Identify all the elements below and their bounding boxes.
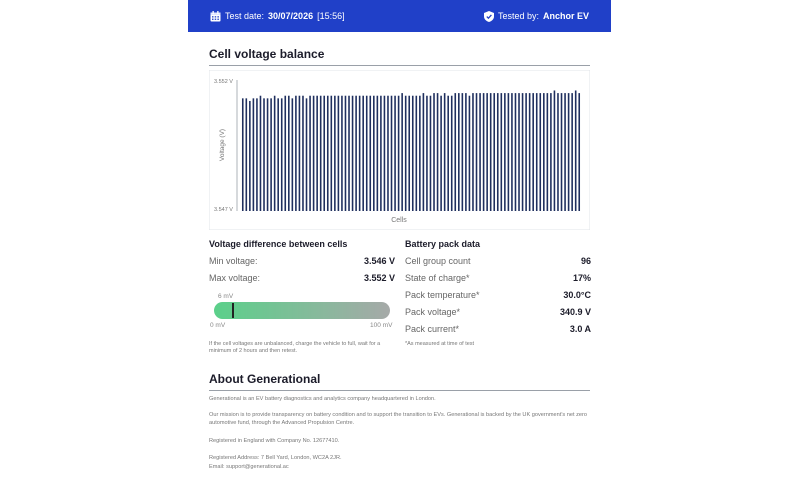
cell-voltage-bar [274, 96, 276, 211]
pack-data-title: Battery pack data [405, 239, 481, 249]
cell-voltage-bar [373, 96, 375, 211]
cell-voltage-bar [277, 98, 279, 211]
cell-voltage-bar [253, 98, 255, 211]
cell-voltage-bar [578, 93, 580, 211]
gauge-value-label: 6 mV [218, 293, 234, 300]
cell-voltage-chart [209, 70, 590, 230]
support-email: Email: support@generational.ac [209, 464, 289, 470]
cell-voltage-bar [504, 93, 506, 211]
registered-address: Registered Address: 7 Bell Yard, London, WC2A 2JR. [209, 455, 342, 461]
cell-voltage-bar [299, 96, 301, 211]
max-voltage-label: Max voltage: [209, 273, 261, 283]
cell-voltage-bar [465, 93, 467, 211]
company-registration: Registered in England with Company No. 12677410. [209, 438, 340, 444]
cell-voltage-bar [536, 93, 538, 211]
y-tick-label-top: 3.552 V [214, 79, 233, 85]
cell-voltage-bar [394, 96, 396, 211]
cell-voltage-bar [355, 96, 357, 211]
cell-voltage-bar [476, 93, 478, 211]
cell-voltage-bar [366, 96, 368, 211]
test-date-group [210, 11, 345, 22]
test-time: [15:56] [317, 11, 345, 21]
cell-voltage-bar [564, 93, 566, 211]
cell-voltage-bar [331, 96, 333, 211]
cell-voltage-bar [295, 96, 297, 211]
cell-voltage-bar [288, 96, 290, 211]
cell-voltage-bar [575, 90, 577, 211]
shield-check-icon [484, 11, 494, 22]
cell-voltage-bar [263, 98, 265, 211]
cell-voltage-bar [522, 93, 524, 211]
measurement-note: *As measured at time of test [405, 341, 475, 347]
cell-voltage-bar [398, 96, 400, 211]
about-paragraph-mission: Our mission is to provide transparency on battery condition and to support the transition to EVs. Generational is backed by the UK government’s net zero automotive fund, through the Advanced Propulsion Centre. [209, 412, 587, 426]
cell-voltage-bar [327, 96, 329, 211]
about-title: About Generational [209, 372, 321, 386]
cell-voltage-bar [529, 93, 531, 211]
gauge-min-label: 0 mV [210, 322, 226, 329]
cell-voltage-bar [568, 93, 570, 211]
cell-voltage-bar [501, 93, 503, 211]
pack-row [405, 290, 591, 300]
pack-row [405, 256, 591, 266]
min-voltage-row [209, 256, 395, 266]
cell-voltage-bar [508, 93, 510, 211]
cell-voltage-bar [256, 98, 258, 211]
y-tick-label-bottom: 3.547 V [214, 207, 233, 213]
cell-voltage-bar [338, 96, 340, 211]
x-axis-label: Cells [391, 217, 407, 224]
cell-voltage-bar [281, 98, 283, 211]
cell-voltage-bar [352, 96, 354, 211]
cell-voltage-bar [440, 96, 442, 211]
cell-voltage-bar [309, 96, 311, 211]
min-voltage-value: 3.546 V [363, 256, 395, 266]
gauge-max-label: 100 mV [370, 322, 393, 329]
cell-voltage-bar [320, 96, 322, 211]
cell-voltage-bar [447, 96, 449, 211]
cell-voltage-bar [437, 93, 439, 211]
cell-voltage-bar [426, 96, 428, 211]
cell-voltage-bar [490, 93, 492, 211]
max-voltage-value: 3.552 V [363, 273, 395, 283]
cell-voltage-bar [423, 93, 425, 211]
cell-voltage-bar [334, 96, 336, 211]
voltage-diff-gauge [214, 302, 390, 319]
cell-voltage-bar [405, 96, 407, 211]
pack-row-label: Pack temperature* [405, 290, 480, 300]
pack-row-label: Pack voltage* [405, 307, 461, 317]
cell-voltage-bar [380, 96, 382, 211]
cell-voltage-bar [302, 96, 304, 211]
max-voltage-row [209, 273, 395, 283]
calendar-icon [210, 11, 221, 22]
cell-voltage-bar [359, 96, 361, 211]
cell-voltage-bar [292, 98, 294, 211]
cell-voltage-bar [462, 93, 464, 211]
cell-voltage-bar [483, 93, 485, 211]
cell-voltage-bar [242, 98, 244, 211]
cell-voltage-bar [341, 96, 343, 211]
cell-voltage-bar [554, 90, 556, 211]
tested-by-value: Anchor EV [542, 11, 589, 21]
pack-row [405, 273, 591, 283]
cell-voltage-bar [377, 96, 379, 211]
cell-voltage-bar [497, 93, 499, 211]
cell-voltage-bar [391, 96, 393, 211]
cell-voltage-bar [547, 93, 549, 211]
pack-row-value: 340.9 V [559, 307, 591, 317]
pack-row-value: 96 [580, 256, 591, 266]
pack-row-label: State of charge* [405, 273, 470, 283]
cell-voltage-bar [550, 93, 552, 211]
cell-voltage-bar [539, 93, 541, 211]
cell-voltage-bar [561, 93, 563, 211]
cell-voltage-bar [486, 93, 488, 211]
cell-voltage-bar [451, 96, 453, 211]
cell-balance-title: Cell voltage balance [209, 47, 325, 61]
cell-voltage-bar [323, 96, 325, 211]
cell-voltage-bar [444, 93, 446, 211]
cell-voltage-bar [525, 93, 527, 211]
cell-voltage-bar [557, 93, 559, 211]
cell-voltage-bar [416, 96, 418, 211]
cell-voltage-bar [479, 93, 481, 211]
cell-voltage-bar [345, 96, 347, 211]
cell-voltage-bar [454, 93, 456, 211]
cell-voltage-bar [313, 96, 315, 211]
pack-row-value: 30.0°C [563, 290, 591, 300]
test-date-label: Test date: [225, 11, 265, 21]
test-date-value: 30/07/2026 [268, 11, 314, 21]
cell-voltage-bar [543, 93, 545, 211]
cell-voltage-bar [518, 93, 520, 211]
cell-voltage-bar [515, 93, 517, 211]
y-axis-label: Voltage (V) [219, 128, 226, 162]
cell-voltage-bar [511, 93, 513, 211]
about-paragraph-intro: Generational is an EV battery diagnostics and analytics company headquartered in London. [209, 396, 436, 402]
cell-voltage-bar [267, 98, 269, 211]
gauge-marker [232, 303, 234, 318]
cell-voltage-bar [369, 96, 371, 211]
cell-voltage-bar [387, 96, 389, 211]
cell-voltage-bar [458, 93, 460, 211]
voltage-diff-title: Voltage difference between cells [209, 239, 348, 249]
pack-row-label: Cell group count [405, 256, 471, 266]
pack-row-value: 17% [572, 273, 591, 283]
cell-voltage-bar [270, 98, 272, 211]
cell-voltage-bar [571, 93, 573, 211]
tested-by-group [484, 11, 589, 22]
cell-voltage-bar [532, 93, 534, 211]
cell-voltage-bar [384, 96, 386, 211]
cell-voltage-bar [493, 93, 495, 211]
cell-voltage-bar [362, 96, 364, 211]
cell-balance-rule [209, 65, 590, 66]
cell-voltage-bar [469, 96, 471, 211]
report-header [188, 0, 611, 32]
pack-row [405, 324, 591, 334]
cell-voltage-bar [348, 96, 350, 211]
cell-voltage-bar [408, 96, 410, 211]
pack-row-value: 3.0 A [569, 324, 591, 334]
pack-row [405, 307, 591, 317]
cell-voltage-bar [430, 96, 432, 211]
cell-voltage-bar [419, 96, 421, 211]
cell-voltage-bar [433, 93, 435, 211]
min-voltage-label: Min voltage: [209, 256, 258, 266]
cell-voltage-bar [260, 96, 262, 211]
about-rule [209, 390, 590, 391]
pack-row-label: Pack current* [405, 324, 460, 334]
rebalance-note: If the cell voltages are unbalanced, charge the vehicle to full, wait for a minimum of 2 hours and then retest. [209, 341, 381, 355]
cell-voltage-bar [246, 98, 248, 211]
cell-voltage-bar [401, 93, 403, 211]
tested-by-label: Tested by: [497, 11, 539, 21]
cell-voltage-bar [284, 96, 286, 211]
cell-voltage-bar [412, 96, 414, 211]
cell-voltage-bar [249, 101, 251, 211]
cell-voltage-bar [472, 93, 474, 211]
cell-voltage-bar [316, 96, 318, 211]
cell-voltage-bar [306, 98, 308, 211]
